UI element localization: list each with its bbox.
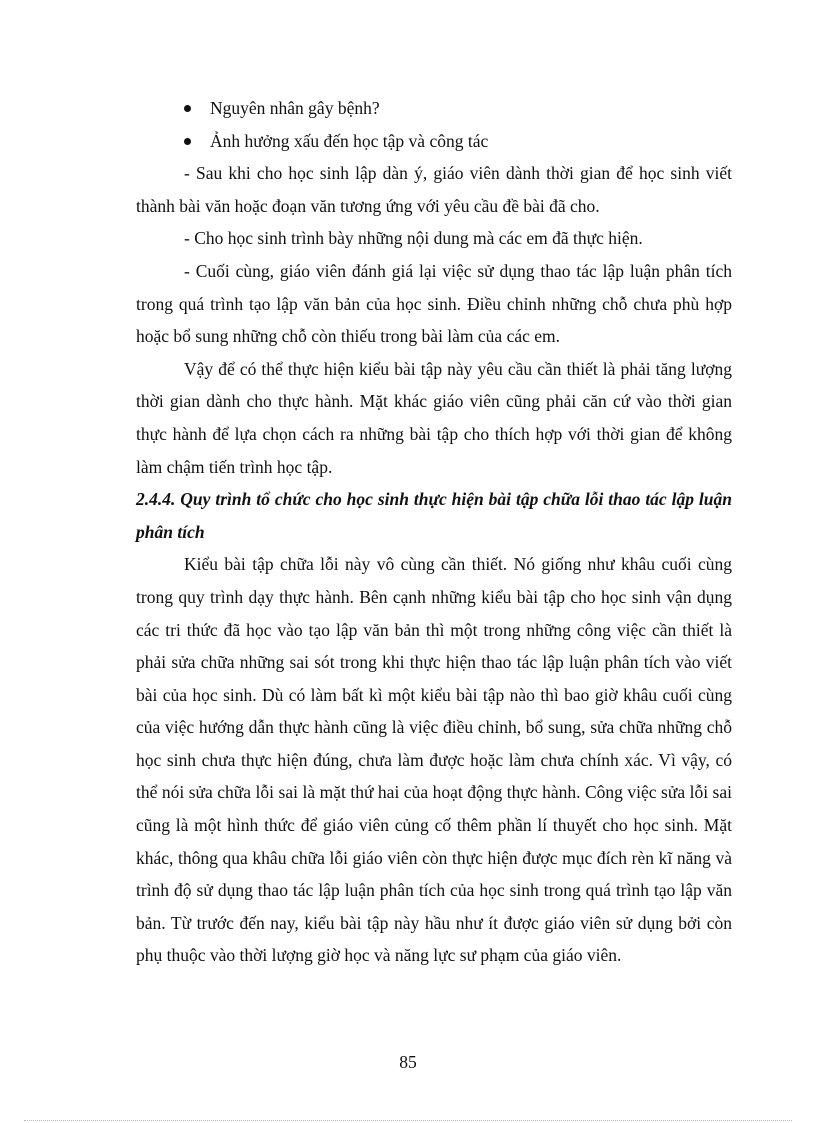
body-paragraph: Kiểu bài tập chữa lỗi này vô cùng cần thiết. Nó giống như khâu cuối cùng trong quy trình dạy thực hành. Bên cạnh những kiểu bài tập cho học sinh vận dụng các tri thức đã học vào tạo lập văn bản thì một trong những công việc cần thiết là phải sửa chữa những sai sót trong khi thực hiện thao tác lập luận phân tích vào viết bài của học sinh. Dù có làm bất kì một kiểu bài tập nào thì bao giờ khâu cuối cùng của việc hướng dẫn thực hành cũng là việc điều chỉnh, bổ sung, sửa chữa những chỗ học sinh chưa thực hiện đúng, chưa làm được hoặc làm chưa chính xác. Vì vậy, có thể nói sửa chữa lỗi sai là mặt thứ hai của hoạt động thực hành. Công việc sửa lỗi sai cũng là một hình thức để giáo viên củng cố thêm phần lí thuyết cho học sinh. Mặt khác, thông qua khâu chữa lỗi giáo viên còn thực hiện được mục đích rèn kĩ năng và trình độ sử dụng thao tác lập luận phân tích của học sinh trong quá trình tạo lập văn bản. Từ trước đến nay, kiểu bài tập này hầu như ít được giáo viên sử dụng bởi còn phụ thuộc vào thời lượng giờ học và năng lực sư phạm của giáo viên. <box>136 554 732 966</box>
bullet-text: Ảnh hưởng xấu đến học tập và công tác <box>210 130 489 151</box>
body-paragraph: - Cuối cùng, giáo viên đánh giá lại việc sử dụng thao tác lập luận phân tích trong quá trình tạo lập văn bản của học sinh. Điều chỉnh những chỗ chưa phù hợp hoặc bổ sung những chỗ còn thiếu trong bài làm của các em. <box>136 260 732 347</box>
body-paragraph: Vậy để có thể thực hiện kiểu bài tập này yêu cầu cần thiết là phải tăng lượng thời gian dành cho thực hành. Mặt khác giáo viên cũng phải căn cứ vào thời gian thực hành để lựa chọn cách ra những bài tập cho thích hợp với thời gian để không làm chậm tiến trình học tập. <box>136 358 732 477</box>
page-number: 85 <box>399 1052 417 1072</box>
page-body <box>136 92 732 972</box>
bullet-text: Nguyên nhân gây bệnh? <box>210 98 380 118</box>
page-bottom-divider <box>24 1120 792 1121</box>
body-paragraph: - Sau khi cho học sinh lập dàn ý, giáo viên dành thời gian để học sinh viết thành bài văn hoặc đoạn văn tương ứng với yêu cầu đề bài đã cho. <box>136 163 732 216</box>
body-paragraph: - Cho học sinh trình bày những nội dung mà các em đã thực hiện. <box>184 228 643 249</box>
section-heading: 2.4.4. Quy trình tổ chức cho học sinh thực hiện bài tập chữa lỗi thao tác lập luận phân tích <box>136 489 732 542</box>
bullet-dot-icon <box>184 105 191 112</box>
bullet-dot-icon <box>184 138 191 145</box>
bullet-item <box>136 92 732 125</box>
bullet-item <box>136 125 732 158</box>
